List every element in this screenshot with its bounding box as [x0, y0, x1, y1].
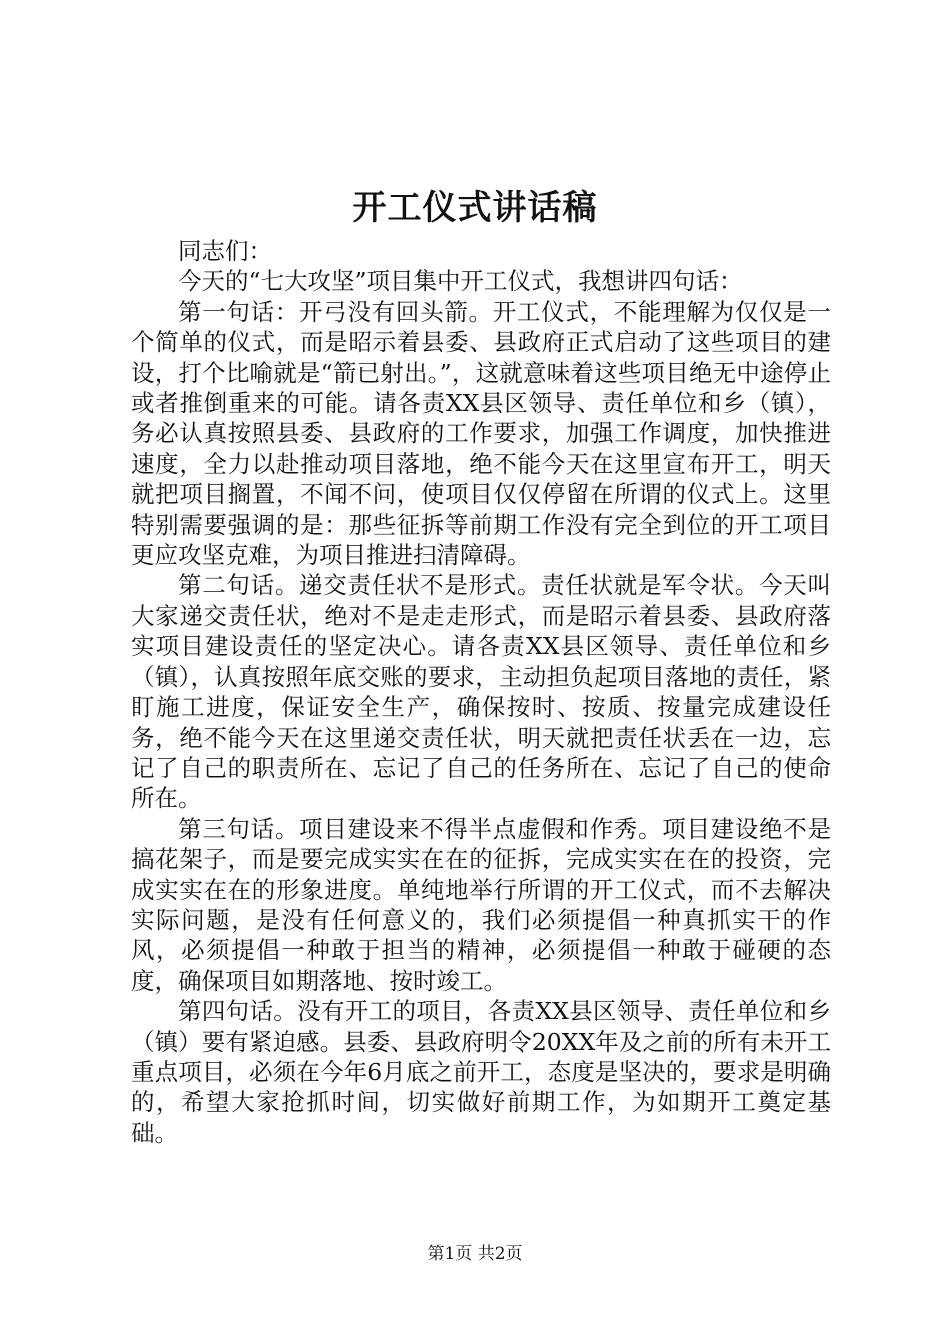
paragraph-intro: 今天的“七大攻坚”项目集中开工仪式，我想讲四句话： [178, 267, 743, 296]
paragraph-fourth-point: 第四句话。没有开工的项目，各责XX县区领导、责任单位和乡（镇）要有紧迫感。县委、县政府明令20XX年及之前的所有未开工重点项目，必须在今年6月底之前开工，态度是坚决的，要求是明确的，希望大家抢抓时间，切实做好前期工作，为如期开工奠定基础。 [131, 997, 831, 1147]
document-body [131, 236, 831, 1148]
paragraph-first-point: 第一句话：开弓没有回头箭。开工仪式，不能理解为仅仅是一个简单的仪式，而是昭示着县委、县政府正式启动了这些项目的建设，打个比喻就是“箭已射出。”，这就意味着这些项目绝无中途停止或者推倒重来的可能。请各责XX县区领导、责任单位和乡（镇），务必认真按照县委、县政府的工作要求，加强工作调度，加快推进速度，全力以赴推动项目落地，绝不能今天在这里宣布开工，明天就把项目搁置，不闻不问，使项目仅仅停留在所谓的仪式上。这里特别需要强调的是：那些征拆等前期工作没有完全到位的开工项目更应攻坚克难，为项目推进扫清障碍。 [131, 297, 831, 570]
paragraph-third-point: 第三句话。项目建设来不得半点虚假和作秀。项目建设绝不是搞花架子，而是要完成实实在在的征拆，完成实实在在的投资，完成实实在在的形象进度。单纯地举行所谓的开工仪式，而不去解决实际问题，是没有任何意义的，我们必须提倡一种真抓实干的作风，必须提倡一种敢于担当的精神，必须提倡一种敢于碰硬的态度，确保项目如期落地、按时竣工。 [131, 814, 831, 995]
document-title: 开工仪式讲话稿 [352, 188, 598, 228]
paragraph-second-point: 第二句话。递交责任状不是形式。责任状就是军令状。今天叫大家递交责任状，绝对不是走走形式，而是昭示着县委、县政府落实项目建设责任的坚定决心。请各责XX县区领导、责任单位和乡（镇），认真按照年底交账的要求，主动担负起项目落地的责任，紧盯施工进度，保证安全生产，确保按时、按质、按量完成建设任务，绝不能今天在这里递交责任状，明天就把责任状丢在一边，忘记了自己的职责所在、忘记了自己的任务所在、忘记了自己的使命所在。 [131, 571, 831, 813]
salutation: 同志们： [178, 237, 272, 265]
page-number-footer: 第1页 共2页 [427, 1244, 523, 1264]
